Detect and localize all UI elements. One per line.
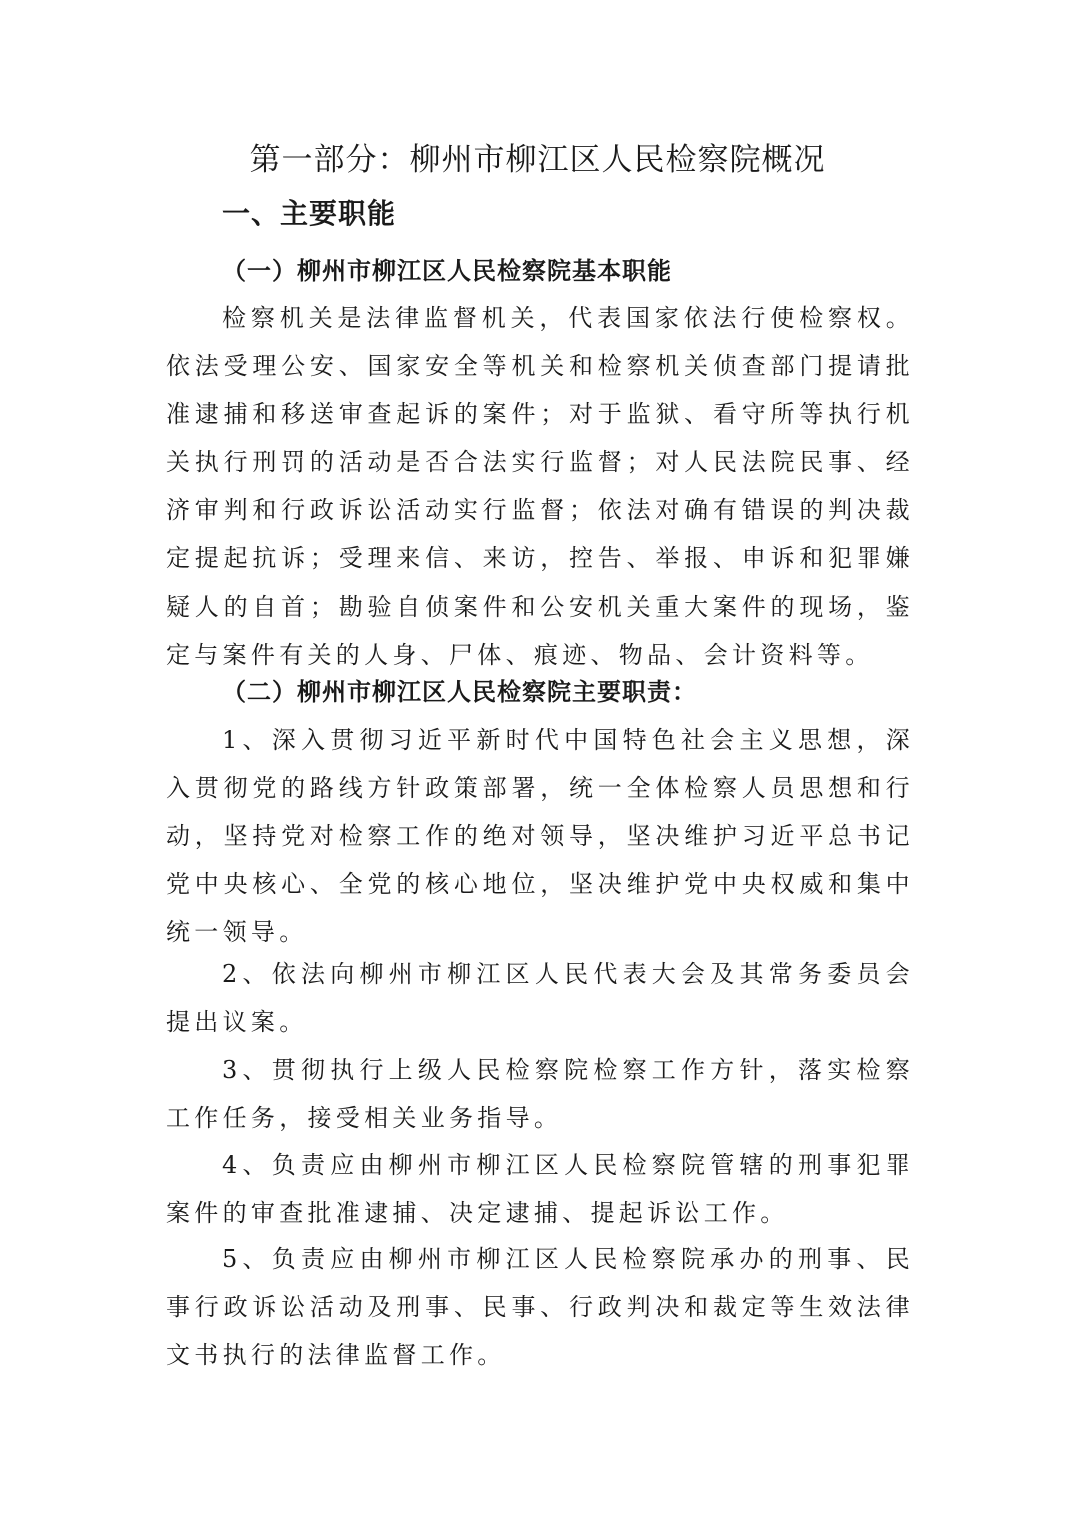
subsection-heading-basic-functions: （一）柳州市柳江区人民检察院基本职能 bbox=[222, 256, 672, 285]
duty-item-3: 3、贯彻执行上级人民检察院检察工作方针，落实检察工作任务，接受相关业务指导。 bbox=[166, 1056, 914, 1133]
document-title: 第一部分：柳州市柳江区人民检察院概况 bbox=[249, 142, 826, 178]
subsection-heading-main-duties: （二）柳州市柳江区人民检察院主要职责： bbox=[222, 677, 697, 706]
duty-item-2: 2、依法向柳州市柳江区人民代表大会及其常务委员会提出议案。 bbox=[166, 960, 914, 1037]
section-heading-main-functions: 一、主要职能 bbox=[222, 197, 397, 230]
basic-functions-paragraph: 检察机关是法律监督机关，代表国家依法行使检察权。依法受理公安、国家安全等机关和检察机关侦查部门提请批准逮捕和移送审查起诉的案件；对于监狱、看守所等执行机关执行刑罚的活动是否合法实行监督；对人民法院民事、经济审判和行政诉讼活动实行监督；依法对确有错误的判决裁定提起抗诉；受理来信、来访，控告、举报、申诉和犯罪嫌疑人的自首；勘验自侦案件和公安机关重大案件的现场，鉴定与案件有关的人身、尸体、痕迹、物品、会计资料等。 bbox=[166, 304, 914, 669]
duty-item-5: 5、负责应由柳州市柳江区人民检察院承办的刑事、民事行政诉讼活动及刑事、民事、行政判决和裁定等生效法律文书执行的法律监督工作。 bbox=[166, 1245, 914, 1370]
duty-item-1: 1、深入贯彻习近平新时代中国特色社会主义思想，深入贯彻党的路线方针政策部署，统一全体检察人员思想和行动，坚持党对检察工作的绝对领导，坚决维护习近平总书记党中央核心、全党的核心地位，坚决维护党中央权威和集中统一领导。 bbox=[166, 726, 914, 947]
duty-item-4: 4、负责应由柳州市柳江区人民检察院管辖的刑事犯罪案件的审查批准逮捕、决定逮捕、提起诉讼工作。 bbox=[166, 1151, 914, 1228]
